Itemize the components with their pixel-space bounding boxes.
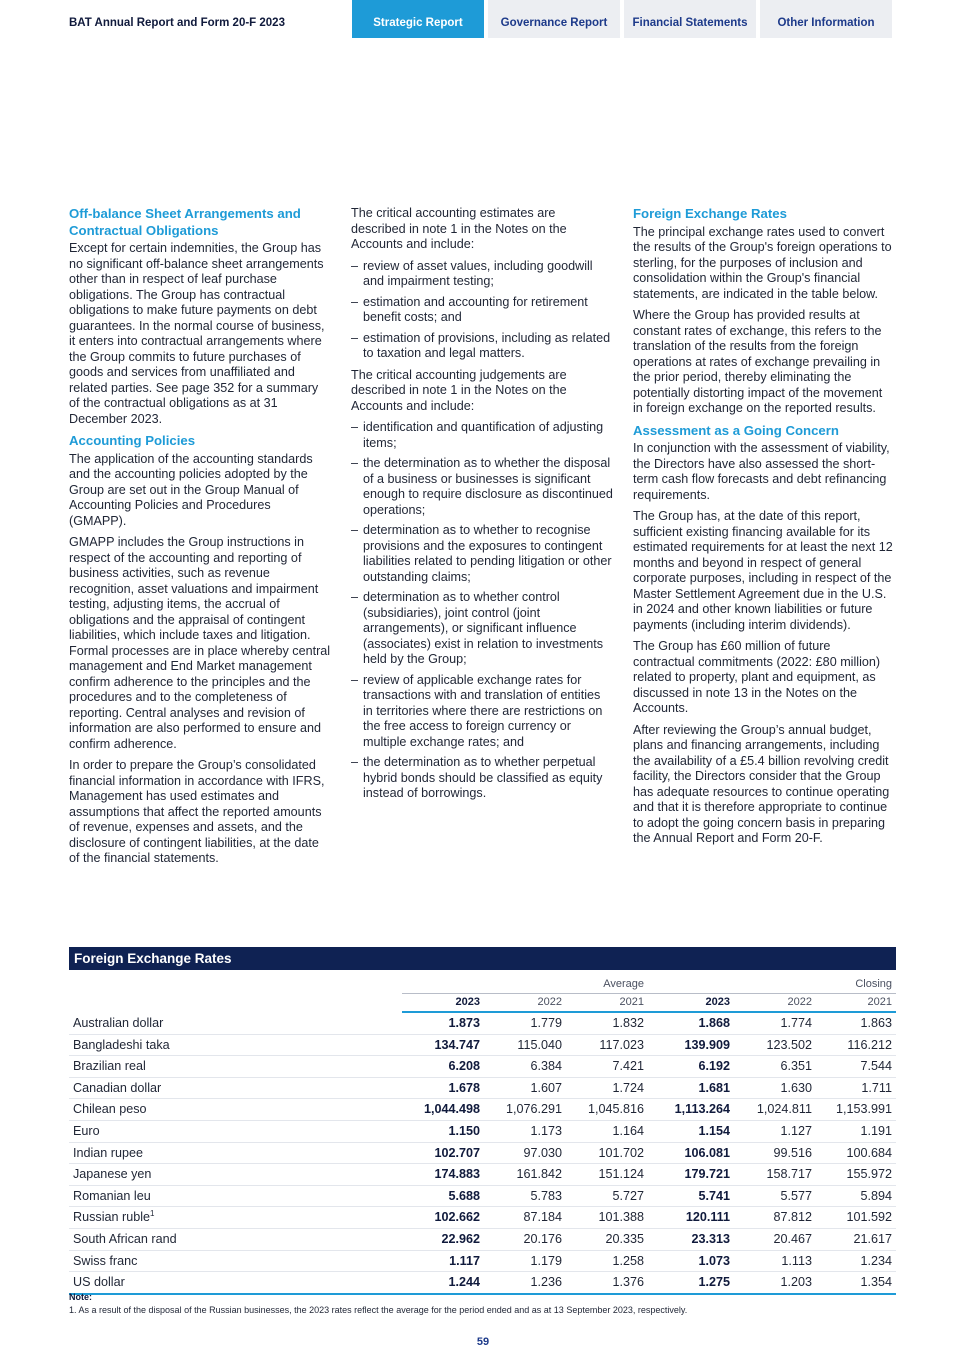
paragraph: The principal exchange rates used to convert the results of the Group's foreign operations to sterling, for the purposes of inclusion and consolidation within the Group's financial statements, are indicated in the table below.	[633, 224, 892, 301]
list-item: – estimation and accounting for retirement benefit costs; and	[351, 295, 613, 326]
table-row	[69, 1099, 896, 1121]
rate-cell: 5.688	[402, 1185, 484, 1207]
table-row	[69, 1142, 896, 1164]
table-title-bar	[69, 947, 896, 970]
tab-governance-report[interactable]: Governance Report	[488, 0, 620, 38]
rate-cell: 87.184	[484, 1207, 566, 1229]
table-row	[69, 1077, 896, 1099]
rate-cell: 1,113.264	[648, 1099, 734, 1121]
rate-cell: 5.727	[566, 1185, 648, 1207]
rate-cell: 1.607	[484, 1077, 566, 1099]
rate-cell: 174.883	[402, 1164, 484, 1186]
footnote-marker: 1	[150, 1209, 155, 1219]
rate-cell: 158.717	[734, 1164, 816, 1186]
rate-cell: 1.179	[484, 1250, 566, 1272]
rate-cell: 139.909	[648, 1034, 734, 1056]
rate-cell: 1.711	[816, 1077, 896, 1099]
paragraph: Except for certain indemnities, the Group has no significant off-balance sheet arrangements other than in respect of leaf purchase obligations. The Group has contractual obligations to make future payments on debt guarantees. In the normal course of business, it enters into contractual arrangements where the Group commits to future purchases of goods and services from unaffiliated and related parties. See page 352 for a summary of the contractual obligations as at 31 December 2023.	[69, 241, 325, 426]
rate-cell: 7.544	[816, 1056, 896, 1078]
rate-cell: 179.721	[648, 1164, 734, 1186]
table-row	[69, 1120, 896, 1142]
table-row	[69, 1250, 896, 1272]
column-2	[351, 206, 613, 808]
table-title: Foreign Exchange Rates	[74, 951, 232, 966]
paragraph: In order to prepare the Group’s consolidated financial information in accordance with IFRS, Management has used estimates and assumptions that affect the reported amounts of revenue, expenses and assets, and the disclosure of contingent liabilities, at the date of the financial statements.	[69, 758, 325, 865]
rate-cell: 1.863	[816, 1012, 896, 1034]
column-3	[633, 206, 895, 853]
table-row	[69, 1056, 896, 1078]
list-item: – determination as to whether to recognise provisions and the exposures to contingent liabilities related to pending litigation or other outstanding claims;	[351, 523, 613, 585]
currency-label: South African rand	[73, 1231, 177, 1246]
list-item: – review of applicable exchange rates for transactions with and translation of entities in territories where there are restrictions on the free access to foreign currency or multiple exchange rates; and	[351, 673, 613, 751]
rate-cell: 1.113	[734, 1250, 816, 1272]
currency-label: Romanian leu	[73, 1188, 151, 1203]
rate-cell: 101.702	[566, 1142, 648, 1164]
fx-rates-table	[69, 976, 896, 1295]
currency-name	[69, 1228, 402, 1250]
rate-cell: 1.376	[566, 1272, 648, 1294]
rate-cell: 5.783	[484, 1185, 566, 1207]
rate-cell: 1.678	[402, 1077, 484, 1099]
heading-foreign-exchange-rates: Foreign Exchange Rates	[633, 206, 787, 221]
paragraph: GMAPP includes the Group instructions in respect of the accounting and reporting of business activities, such as revenue recognition, asset valuations and impairment testing, adjusting items, the accrual of obligations and the appraisal of contingent liabilities, which include taxes and litigation. Formal processes are in place whereby central management and End Market management confirm adherence to the principles and the procedures and to the completeness of reporting. Central analyses and revision of information are also performed to ensure and confirm adherence.	[69, 535, 331, 751]
rate-cell: 102.662	[402, 1207, 484, 1229]
rate-cell: 161.842	[484, 1164, 566, 1186]
currency-name	[69, 1077, 402, 1099]
judgements-list	[351, 420, 613, 802]
currency-label: Indian rupee	[73, 1145, 144, 1160]
rate-cell: 1.630	[734, 1077, 816, 1099]
list-item: – the determination as to whether perpetual hybrid bonds should be classified as equity instead of borrowings.	[351, 755, 613, 802]
rate-cell: 22.962	[402, 1228, 484, 1250]
rate-cell: 123.502	[734, 1034, 816, 1056]
rate-cell: 151.124	[566, 1164, 648, 1186]
table-row	[69, 1228, 896, 1250]
closing-header: Closing	[855, 978, 892, 990]
rate-cell: 115.040	[484, 1034, 566, 1056]
table-row	[69, 1185, 896, 1207]
rate-cell: 1,044.498	[402, 1099, 484, 1121]
currency-label: US dollar	[73, 1275, 125, 1290]
rate-cell: 87.812	[734, 1207, 816, 1229]
rate-cell: 1.191	[816, 1120, 896, 1142]
currency-label: Bangladeshi taka	[73, 1037, 170, 1052]
rate-cell: 6.208	[402, 1056, 484, 1078]
table-row	[69, 1034, 896, 1056]
table-row	[69, 1164, 896, 1186]
paragraph: Where the Group has provided results at constant rates of exchange, this refers to the translation of the results from the foreign operations at rates of exchange prevailing in the prior period, thereby eliminating the potentially distorting impact of the movement in foreign exchange on the reported results.	[633, 308, 883, 415]
year-header: 2022	[484, 994, 566, 1013]
rate-cell: 99.516	[734, 1142, 816, 1164]
rate-cell: 20.176	[484, 1228, 566, 1250]
currency-name	[69, 1056, 402, 1078]
rate-cell: 1.354	[816, 1272, 896, 1294]
heading-accounting-policies: Accounting Policies	[69, 433, 196, 448]
table-row	[69, 1012, 896, 1034]
tab-strategic-report[interactable]: Strategic Report	[352, 0, 484, 38]
rate-cell: 1.774	[734, 1012, 816, 1034]
page-number: 59	[476, 1336, 490, 1348]
rate-cell: 1.073	[648, 1250, 734, 1272]
report-title: BAT Annual Report and Form 20-F 2023	[69, 17, 285, 29]
rate-cell: 1.244	[402, 1272, 484, 1294]
rate-cell: 20.335	[566, 1228, 648, 1250]
rate-cell: 155.972	[816, 1164, 896, 1186]
paragraph: In conjunction with the assessment of viability, the Directors have also assessed the short-term cash flow forecasts and debt refinancing requirements.	[633, 441, 890, 502]
rate-cell: 1.127	[734, 1120, 816, 1142]
currency-name	[69, 1185, 402, 1207]
rate-cell: 1.173	[484, 1120, 566, 1142]
rate-cell: 1.154	[648, 1120, 734, 1142]
year-header: 2021	[816, 994, 896, 1013]
list-item: – review of asset values, including goodwill and impairment testing;	[351, 259, 613, 290]
year-header: 2021	[566, 994, 648, 1013]
currency-name	[69, 1207, 402, 1229]
currency-name	[69, 1164, 402, 1186]
rate-cell: 1,076.291	[484, 1099, 566, 1121]
rate-cell: 101.388	[566, 1207, 648, 1229]
rate-cell: 1.832	[566, 1012, 648, 1034]
currency-label: Chilean peso	[73, 1102, 147, 1117]
year-header: 2023	[648, 994, 734, 1013]
year-header: 2022	[734, 994, 816, 1013]
currency-name	[69, 1272, 402, 1294]
rate-cell: 1.258	[566, 1250, 648, 1272]
rate-cell: 1,024.811	[734, 1099, 816, 1121]
rate-cell: 1.724	[566, 1077, 648, 1099]
paragraph: The critical accounting estimates are described in note 1 in the Notes on the Accounts and include:	[351, 206, 567, 251]
currency-name	[69, 1012, 402, 1034]
paragraph: After reviewing the Group’s annual budget, plans and financing arrangements, including the availability of a £5.4 billion revolving credit facility, the Directors consider that the Group has adequate resources to continue operating and that it is therefore appropriate to continue to adopt the going concern basis in preparing the Annual Report and Form 20-F.	[633, 722, 890, 845]
paragraph: The Group has, at the date of this report, sufficient existing financing available for its estimated requirements for at least the next 12 months and beyond in respect of general corporate purposes, including in respect of the Master Settlement Agreement due in the U.S. in 2024 and other known liabilities or future payments (including interim dividends).	[633, 509, 893, 632]
currency-name	[69, 1250, 402, 1272]
currency-label: Swiss franc	[73, 1253, 138, 1268]
rate-cell: 120.111	[648, 1207, 734, 1229]
rate-cell: 23.313	[648, 1228, 734, 1250]
rate-cell: 5.577	[734, 1185, 816, 1207]
section-tabs	[352, 0, 892, 38]
rate-cell: 134.747	[402, 1034, 484, 1056]
heading-off-balance-sheet: Off-balance Sheet Arrangements and Contractual Obligations	[69, 206, 301, 238]
rate-cell: 1.164	[566, 1120, 648, 1142]
tab-financial-statements[interactable]: Financial Statements	[624, 0, 756, 38]
rate-cell: 1.203	[734, 1272, 816, 1294]
rate-cell: 1.873	[402, 1012, 484, 1034]
rate-cell: 1.681	[648, 1077, 734, 1099]
table-row	[69, 1272, 896, 1294]
rate-cell: 1.234	[816, 1250, 896, 1272]
estimates-list	[351, 259, 613, 362]
rate-cell: 1.779	[484, 1012, 566, 1034]
currency-name	[69, 1099, 402, 1121]
rate-cell: 6.192	[648, 1056, 734, 1078]
rate-cell: 20.467	[734, 1228, 816, 1250]
currency-name	[69, 1120, 402, 1142]
rate-cell: 5.894	[816, 1185, 896, 1207]
currency-name	[69, 1034, 402, 1056]
rate-cell: 117.023	[566, 1034, 648, 1056]
list-item: – determination as to whether control (subsidiaries), joint control (joint arrangements), or significant influence (associates) exist in relation to investments held by the Group;	[351, 590, 613, 668]
rate-cell: 101.592	[816, 1207, 896, 1229]
rate-cell: 97.030	[484, 1142, 566, 1164]
list-item: – estimation of provisions, including as related to taxation and legal matters.	[351, 331, 613, 362]
rate-cell: 6.384	[484, 1056, 566, 1078]
currency-label: Japanese yen	[73, 1167, 152, 1182]
rate-cell: 1,153.991	[816, 1099, 896, 1121]
currency-label: Australian dollar	[73, 1015, 164, 1030]
currency-name	[69, 1142, 402, 1164]
rate-cell: 7.421	[566, 1056, 648, 1078]
paragraph: The Group has £60 million of future contractual commitments (2022: £80 million) related to property, plant and equipment, as discussed in note 13 in the Notes on the Accounts.	[633, 639, 881, 715]
rate-cell: 1.868	[648, 1012, 734, 1034]
rate-cell: 116.212	[816, 1034, 896, 1056]
average-header: Average	[603, 978, 644, 990]
year-header: 2023	[402, 994, 484, 1013]
currency-label: Euro	[73, 1123, 100, 1138]
currency-label: Russian ruble	[73, 1210, 151, 1225]
list-item: – the determination as to whether the disposal of a business or businesses is significant enough to require disclosure as discontinued operations;	[351, 456, 613, 518]
table-row	[69, 1207, 896, 1229]
rate-cell: 102.707	[402, 1142, 484, 1164]
note-text: 1. As a result of the disposal of the Russian businesses, the 2023 rates reflect the average for the period ended and as at 13 September 2023, respectively.	[69, 1305, 688, 1315]
rate-cell: 1,045.816	[566, 1099, 648, 1121]
rate-cell: 5.741	[648, 1185, 734, 1207]
rate-cell: 1.150	[402, 1120, 484, 1142]
column-1	[69, 206, 331, 873]
tab-other-information[interactable]: Other Information	[760, 0, 892, 38]
currency-label: Canadian dollar	[73, 1080, 162, 1095]
rate-cell: 106.081	[648, 1142, 734, 1164]
list-item: – identification and quantification of adjusting items;	[351, 420, 613, 451]
rate-cell: 100.684	[816, 1142, 896, 1164]
currency-label: Brazilian real	[73, 1059, 146, 1074]
rate-cell: 21.617	[816, 1228, 896, 1250]
rate-cell: 1.275	[648, 1272, 734, 1294]
paragraph: The critical accounting judgements are described in note 1 in the Notes on the Accounts and include:	[351, 367, 567, 413]
note-label: Note:	[69, 1292, 92, 1302]
rate-cell: 6.351	[734, 1056, 816, 1078]
rate-cell: 1.117	[402, 1250, 484, 1272]
rate-cell: 1.236	[484, 1272, 566, 1294]
paragraph: The application of the accounting standards and the accounting policies adopted by the Group are set out in the Group Manual of Accounting Policies and Procedures (GMAPP).	[69, 451, 313, 528]
heading-going-concern: Assessment as a Going Concern	[633, 422, 839, 438]
